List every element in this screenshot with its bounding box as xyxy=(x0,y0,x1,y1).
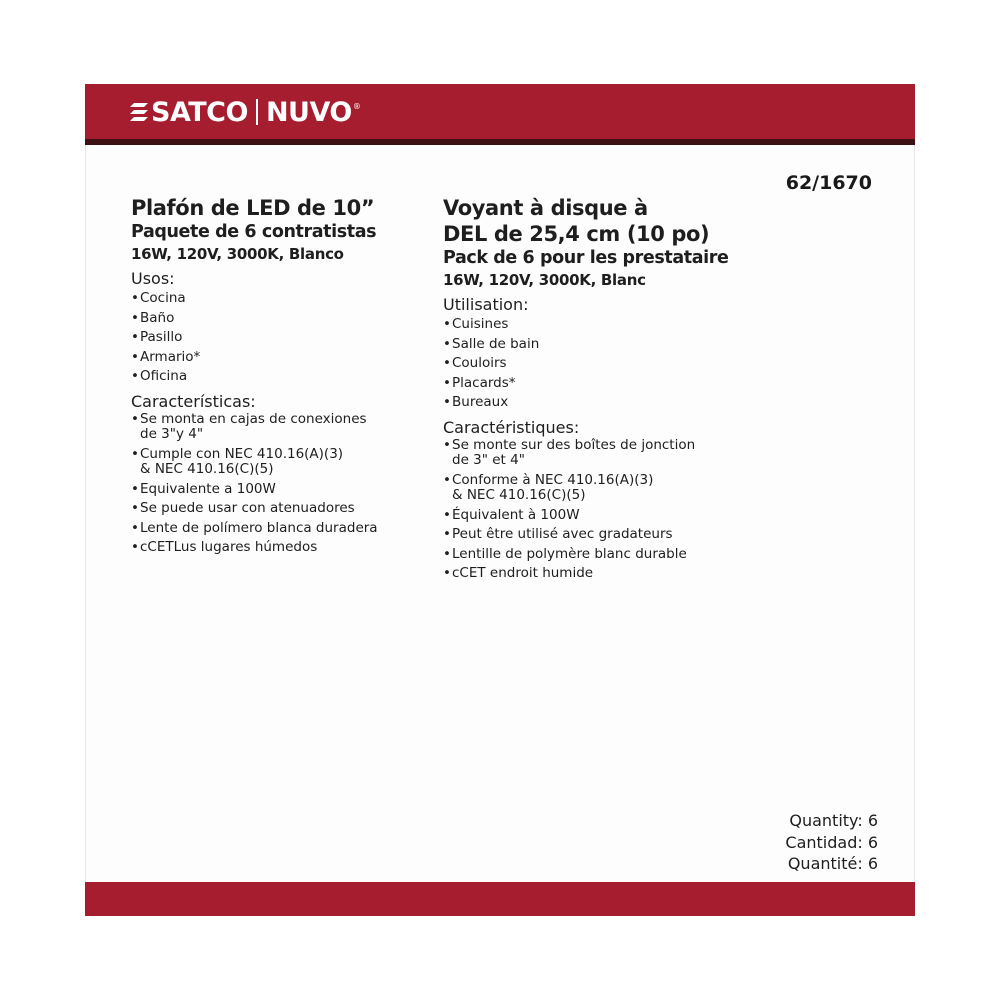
list-item: • Se puede usar con atenuadores xyxy=(131,501,431,517)
fr-title-line2: DEL de 25,4 cm (10 po) xyxy=(443,222,710,246)
list-item: • Couloirs xyxy=(443,354,743,374)
es-features-heading: Características: xyxy=(131,391,256,411)
list-item: • Cuisines xyxy=(443,315,743,335)
bottom-red-band xyxy=(85,882,915,916)
list-item: • Peut être utilisé avec gradateurs xyxy=(443,527,743,543)
quantity-block xyxy=(785,810,878,875)
top-dark-stripe xyxy=(85,139,915,145)
es-features-list xyxy=(131,412,431,556)
list-item: • Pasillo xyxy=(131,328,431,348)
list-item: • Cocina xyxy=(131,289,431,309)
logo-nuvo-text: NUVO xyxy=(265,96,352,128)
es-uses-list xyxy=(131,289,431,387)
list-item: • Lente de polímero blanca duradera xyxy=(131,521,431,537)
satco-s-mark-icon xyxy=(128,101,150,123)
fr-title-line1: Voyant à disque à xyxy=(443,196,648,220)
es-title: Plafón de LED de 10” xyxy=(131,196,375,220)
brand-logo xyxy=(128,96,360,128)
list-item: • Lentille de polymère blanc durable xyxy=(443,547,743,563)
fr-specs: 16W, 120V, 3000K, Blanc xyxy=(443,271,646,289)
quantity-es: Cantidad: 6 xyxy=(785,832,878,852)
fr-subtitle: Pack de 6 pour les prestataire xyxy=(443,248,729,268)
logo-satco-text: SATCO xyxy=(151,96,248,128)
list-item: • cCETLus lugares húmedos xyxy=(131,540,431,556)
es-subtitle: Paquete de 6 contratistas xyxy=(131,222,377,242)
spanish-column xyxy=(131,195,431,560)
fr-uses-list xyxy=(443,315,743,413)
list-item: • Salle de bain xyxy=(443,335,743,355)
es-specs: 16W, 120V, 3000K, Blanco xyxy=(131,245,344,263)
list-item: • Armario* xyxy=(131,348,431,368)
list-item: • Equivalente a 100W xyxy=(131,482,431,498)
registered-mark: ® xyxy=(352,102,361,111)
french-column xyxy=(443,195,743,586)
list-item: • Se monta en cajas de conexiones de 3"y 4" xyxy=(131,412,431,443)
fr-features-list xyxy=(443,438,743,582)
list-item: • Bureaux xyxy=(443,393,743,413)
list-item: • cCET endroit humide xyxy=(443,566,743,582)
quantity-fr: Quantité: 6 xyxy=(787,854,878,873)
list-item: • Conforme à NEC 410.16(A)(3) & NEC 410.16(C)(5) xyxy=(443,473,743,504)
quantity-en: Quantity: 6 xyxy=(789,811,878,830)
list-item: • Baño xyxy=(131,309,431,329)
fr-uses-heading: Utilisation: xyxy=(443,295,529,314)
fr-features-heading: Caractéristiques: xyxy=(443,417,580,437)
list-item: • Placards* xyxy=(443,374,743,394)
list-item: • Cumple con NEC 410.16(A)(3) & NEC 410.16(C)(5) xyxy=(131,447,431,478)
list-item: • Équivalent à 100W xyxy=(443,508,743,524)
logo-divider xyxy=(256,99,258,125)
product-code: 62/1670 xyxy=(785,172,872,194)
list-item: • Se monte sur des boîtes de jonction de 3" et 4" xyxy=(443,438,743,469)
list-item: • Oficina xyxy=(131,367,431,387)
es-uses-heading: Usos: xyxy=(131,269,175,288)
